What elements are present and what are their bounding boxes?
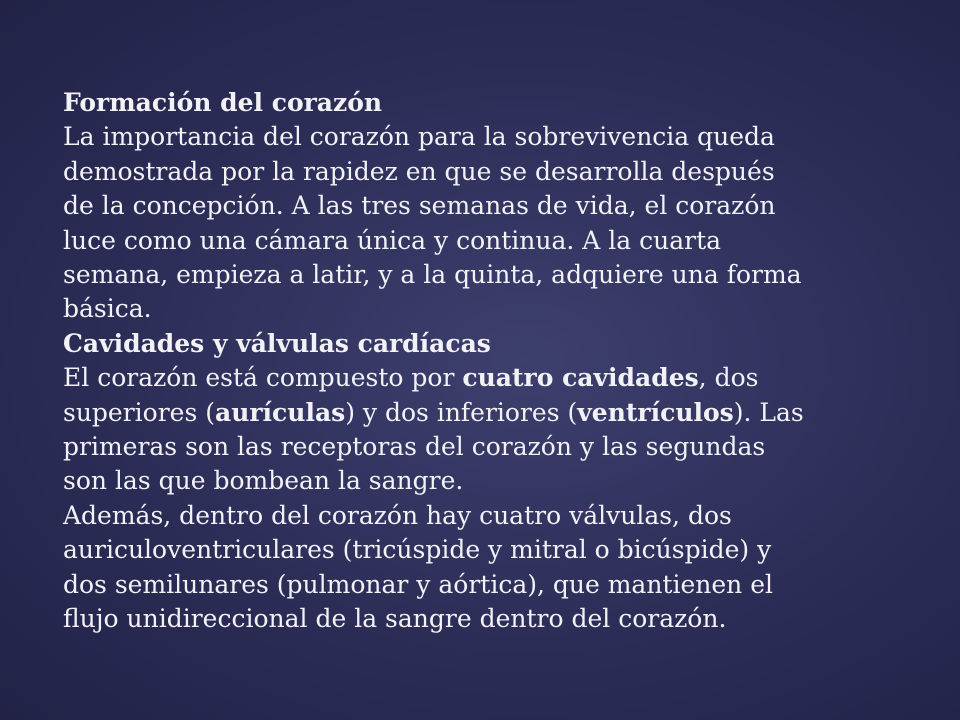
paragraph-line: demostrada por la rapidez en que se desarrolla después: [63, 156, 775, 186]
slide-text-body: [63, 86, 943, 637]
text-run: El corazón está compuesto por: [63, 363, 463, 393]
text-run: , dos: [698, 363, 759, 393]
paragraph-line: son las que bombean la sangre.: [63, 466, 464, 496]
paragraph-line: semana, empieza a latir, y a la quinta, adquiere una forma: [63, 260, 802, 290]
section-heading-formation: Formación del corazón: [63, 88, 383, 117]
text-run: ). Las: [733, 397, 804, 427]
bold-term-ventricles: ventrículos: [577, 397, 734, 427]
paragraph-line: de la concepción. A las tres semanas de vida, el corazón: [63, 191, 776, 221]
text-run: superiores (: [63, 397, 216, 427]
paragraph-line: Además, dentro del corazón hay cuatro válvulas, dos: [63, 500, 732, 530]
paragraph-line: luce como una cámara única y continua. A la cuarta: [63, 225, 722, 255]
bold-term-cavities: cuatro cavidades: [462, 363, 699, 393]
section-heading-cavities: Cavidades y válvulas cardíacas: [63, 328, 491, 358]
paragraph-line: primeras son las receptoras del corazón y las segundas: [63, 432, 766, 462]
paragraph-line: flujo unidireccional de la sangre dentro del corazón.: [63, 604, 727, 634]
paragraph-line: dos semilunares (pulmonar y aórtica), que mantienen el: [63, 569, 773, 599]
text-run: ) y dos inferiores (: [345, 397, 578, 427]
paragraph-line: La importancia del corazón para la sobrevivencia queda: [63, 122, 775, 152]
paragraph-line: auriculoventriculares (tricúspide y mitral o bicúspide) y: [63, 535, 772, 565]
paragraph-line: [63, 396, 943, 430]
paragraph-line: básica.: [63, 294, 152, 324]
bold-term-atria: aurículas: [215, 397, 346, 427]
paragraph-line: [63, 361, 943, 395]
